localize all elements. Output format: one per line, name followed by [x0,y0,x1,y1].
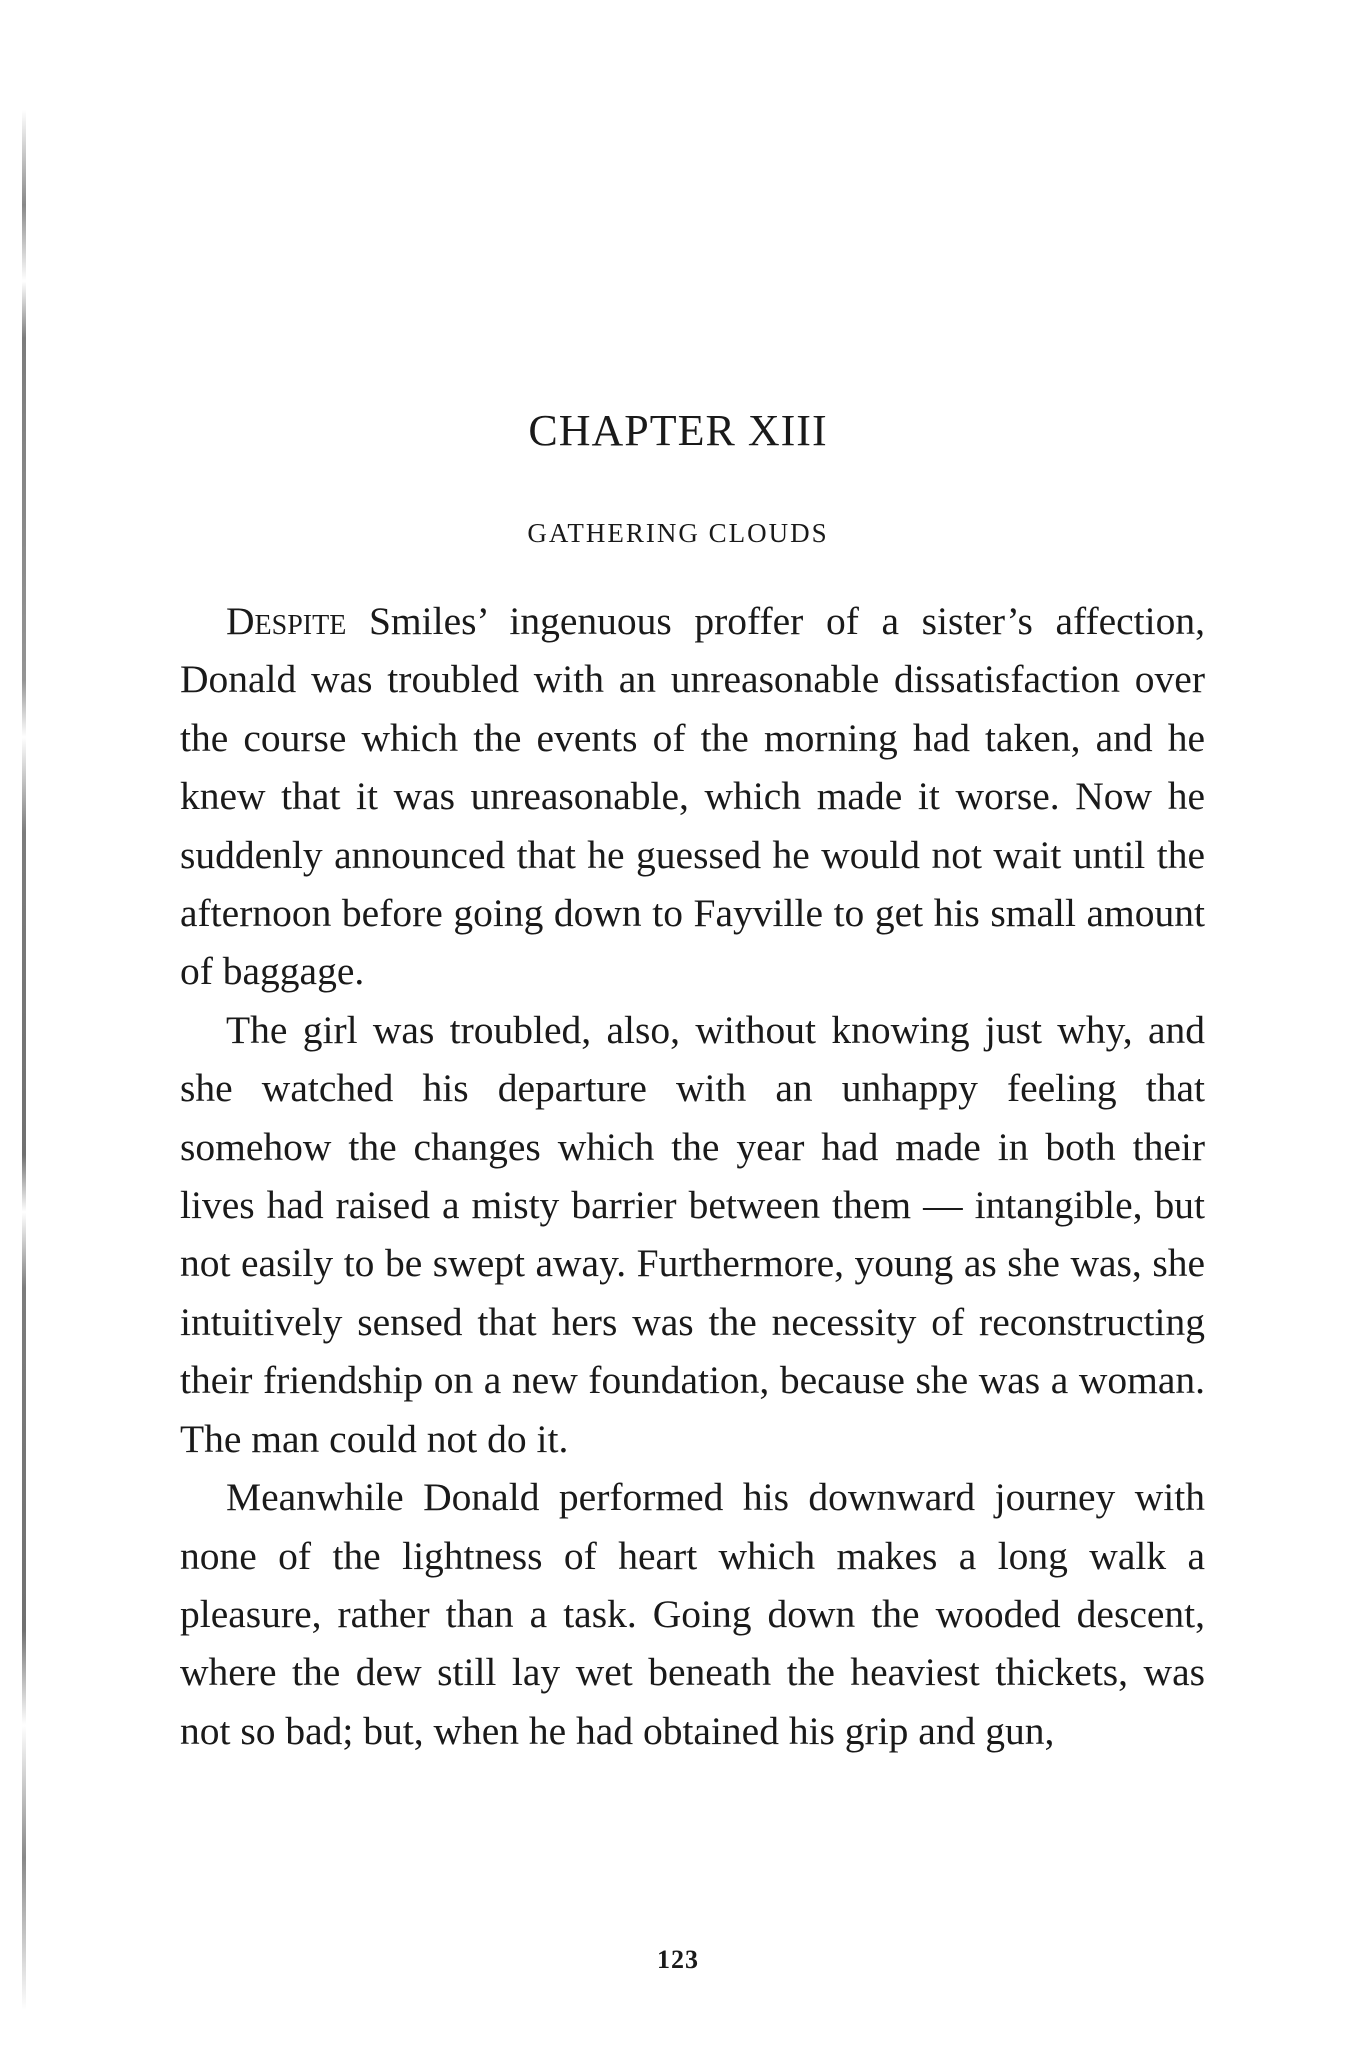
chapter-subtitle: GATHERING CLOUDS [527,518,829,548]
page-number: 123 [657,1945,699,1974]
scan-margin-shadow [22,110,26,2010]
body-text [180,592,1205,1760]
paragraph-3: Meanwhile Donald performed his downward journey with none of the lightness of heart which makes a long walk a pleasure, rather than a task. Going down the wooded descent, where the dew still lay wet beneath the heaviest thickets, was not so bad; but, when he had obtained his grip and gun, [180,1475,1205,1753]
chapter-title: CHAPTER XIII [528,406,828,455]
paragraph-1 [180,592,1205,1001]
paragraph-1-text: Smiles’ ingenuous proffer of a sister’s affection, Donald was troubled with an unreasonable dissatisfaction over the course which the events of the morning had taken, and he knew that it was unreasonable, which made it worse. Now he suddenly announced that he guessed he would not wait until the afternoon before going down to Fayville to get his small amount of baggage. [180,599,1205,994]
paragraph-2: The girl was troubled, also, without knowing just why, and she watched his departure with an unhappy feeling that somehow the changes which the year had made in both their lives had raised a misty barrier between them — intangible, but not easily to be swept away. Furthermore, young as she was, she intuitively sensed that hers was the necessity of reconstructing their friendship on a new foundation, because she was a woman. The man could not do it. [180,1007,1205,1461]
paragraph-lead-word: Despite [226,599,347,643]
